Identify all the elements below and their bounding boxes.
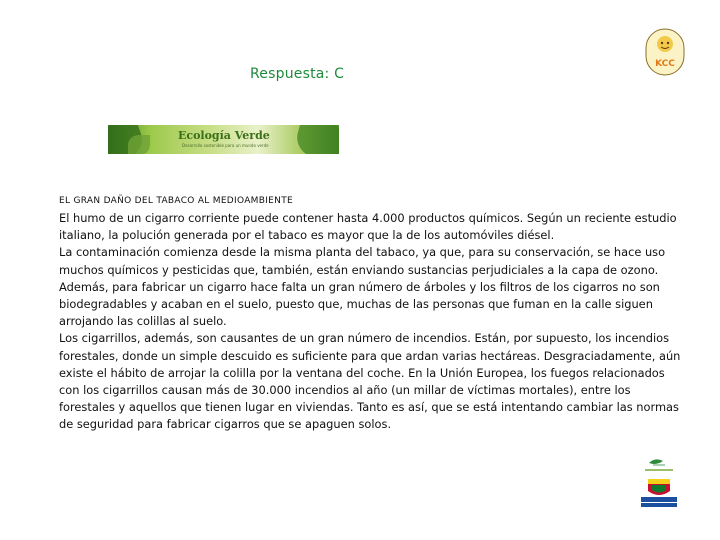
article-heading: EL GRAN DAÑO DEL TABACO AL MEDIOAMBIENTE (59, 196, 293, 206)
article-body (59, 210, 684, 434)
article-paragraph: El humo de un cigarro corriente puede contener hasta 4.000 productos químicos. Según un reciente estudio italiano, la polución generada por el tabaco es mayor que la de los automóviles diésel. (59, 211, 677, 243)
svg-text:KCC: KCC (655, 59, 675, 69)
kcc-logo (645, 28, 685, 76)
article-paragraph: La contaminación comienza desde la misma planta del tabaco, ya que, para su conservación, se hace uso muchos químicos y pesticidas que, también, están enviando sustancias perjudiciales a la capa de ozono. (59, 245, 666, 277)
article-paragraph: Además, para fabricar un cigarro hace falta un gran número de árboles y los filtros de los cigarros no son biodegradables y acaban en el suelo, puesto que, muchas de las personas que fuman en la calle siguen arrojando las colillas al suelo. (59, 279, 660, 329)
leaf-icon (293, 125, 339, 154)
answer-label: Respuesta: C (250, 66, 345, 82)
article-paragraph: Los cigarrillos, además, son causantes de un gran número de incendios. Están, por supuesto, los incendios forestales, donde un simple descuido es suficiente para que ardan varias hectáreas. Desgraciadamente, aún existe el hábito de arrojar la colilla por la ventana del coche. En la Unión Europea, los fuegos relacionados con los cigarrillos causan más de 30.000 incendios al año (un millar de víctimas mortales), entre los forestales y aquellos que tienen lugar en viviendas. Tanto es así, que se está intentando cambiar las normas de seguridad para fabricar cigarros que se apaguen solos. (59, 331, 681, 432)
leaf-icon (128, 135, 150, 154)
ecologia-verde-banner (108, 125, 339, 154)
banner-title: Ecología Verde (178, 129, 270, 142)
government-logo (635, 455, 683, 511)
banner-subtitle: Desarrollo sostenible para un mundo verde (182, 143, 269, 148)
